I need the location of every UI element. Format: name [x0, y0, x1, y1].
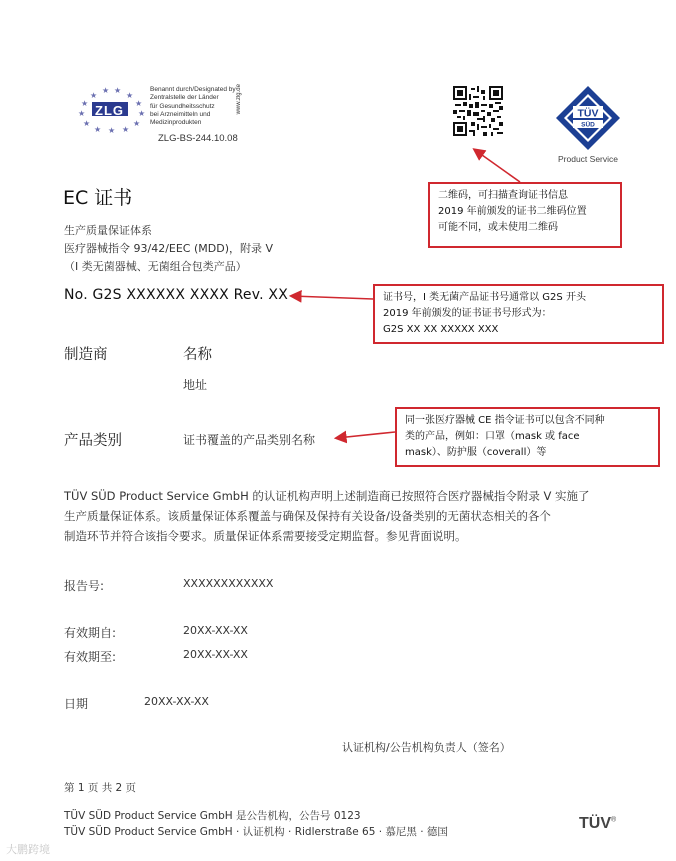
svg-text:★: ★ [102, 86, 110, 95]
qr-callout-line: 二维码，可扫描查询证书信息 [438, 190, 568, 201]
zlg-designation-line: Zentralstelle der Länder [150, 94, 219, 102]
valid-to-value: 20XX-XX-XX [183, 648, 248, 661]
date-value: 20XX-XX-XX [144, 695, 209, 708]
valid-from-value: 20XX-XX-XX [183, 624, 248, 637]
tuv-product-service: Product Service [558, 154, 618, 164]
certificate-number: No. G2S XXXXXX XXXX Rev. XX [64, 287, 288, 303]
product-callout [395, 407, 660, 467]
tuv-sud-logo [555, 85, 621, 151]
manufacturer-label: 制造商 [64, 347, 108, 363]
statement-line: 制造环节并符合该指令要求。质量保证体系需要接受定期监督。参见背面说明。 [64, 529, 467, 543]
zlg-url: www.zlg.de [236, 84, 242, 115]
footer-tuv-logo [579, 815, 616, 833]
zlg-logo-text: ZLG [95, 103, 124, 118]
tuv-logo-top: TÜV [577, 107, 599, 120]
svg-text:★: ★ [90, 91, 98, 100]
report-label: 报告号: [64, 579, 105, 593]
signature-line: 认证机构/公告机构负责人（签名） [342, 741, 511, 754]
footer-tuv-logo-text: TÜV [579, 815, 611, 832]
qr-arrow [475, 150, 520, 182]
svg-text:★: ★ [83, 119, 91, 128]
product-category-value: 证书覆盖的产品类别名称 [183, 433, 316, 447]
tuv-logo-bottom: SÜD [581, 121, 595, 129]
page-indicator: 第 1 页 共 2 页 [64, 782, 137, 794]
cert-number-callout [373, 284, 664, 344]
watermark: 大鹏跨境 [6, 843, 50, 856]
svg-text:★: ★ [138, 109, 146, 118]
cert-number-callout-line: G2S XX XX XXXXX XXX [383, 324, 499, 335]
valid-to-label: 有效期至: [64, 650, 117, 664]
qr-callout [428, 182, 622, 248]
date-label: 日期 [64, 697, 89, 711]
statement-line: TÜV SÜD Product Service GmbH 的认证机构声明上述制造商已按照符合医疗器械指令附录 V 实施了 [64, 489, 590, 503]
product-arrow [337, 432, 395, 438]
product-callout-line: 同一张医疗器械 CE 指令证书可以包含不同种 [405, 415, 605, 426]
svg-text:★: ★ [126, 91, 134, 100]
zlg-designation [150, 86, 236, 127]
report-value: XXXXXXXXXXXX [183, 577, 274, 590]
svg-text:★: ★ [114, 86, 122, 95]
zlg-designation-line: Benannt durch/Designated by [150, 86, 236, 93]
svg-text:★: ★ [122, 125, 130, 134]
qr-code[interactable] [453, 86, 503, 136]
statement [64, 486, 644, 546]
svg-text:★: ★ [135, 99, 143, 108]
zlg-designation-line: für Gesundheitsschutz [150, 102, 215, 110]
name-label: 名称 [183, 347, 212, 363]
product-category-label: 产品类别 [64, 433, 122, 449]
registered-mark: ® [611, 816, 617, 824]
qr-callout-line: 可能不同，或未使用二维码 [438, 222, 558, 233]
footer-line-1: TÜV SÜD Product Service GmbH 是公告机构，公告号 0123 [64, 810, 361, 822]
statement-line: 生产质量保证体系。该质量保证体系覆盖与确保及保持有关设备/设备类别的无菌状态相关的各个 [64, 509, 551, 523]
cert-number-callout-line: 证书号，I 类无菌产品证书号通常以 G2S 开头 [383, 292, 586, 303]
qr-callout-line: 2019 年前颁发的证书二维码位置 [438, 206, 587, 217]
quality-system: 生产质量保证体系 [64, 224, 152, 237]
zlg-designation-line: Medizinprodukten [150, 119, 202, 127]
svg-text:★: ★ [94, 125, 102, 134]
footer-line-2: TÜV SÜD Product Service GmbH · 认证机构 · Ridlerstraße 65 · 慕尼黑 · 德国 [64, 826, 448, 838]
address-label: 地址 [183, 378, 208, 392]
valid-from-label: 有效期自: [64, 626, 117, 640]
zlg-designation-line: bei Arzneimitteln und [150, 110, 211, 118]
zlg-code: ZLG-BS-244.10.08 [158, 133, 238, 144]
product-callout-line: 类的产品，例如：口罩（mask 或 face [405, 431, 580, 442]
svg-text:★: ★ [78, 109, 86, 118]
scope: （I 类无菌器械、无菌组合包类产品） [64, 260, 247, 273]
cert-number-arrow [292, 296, 373, 299]
certificate-title: EC 证书 [63, 187, 133, 209]
cert-number-callout-line: 2019 年前颁发的证书证书号形式为： [383, 308, 552, 319]
svg-text:★: ★ [133, 119, 141, 128]
directive: 医疗器械指令 93/42/EEC (MDD)，附录 V [64, 242, 274, 255]
svg-text:★: ★ [81, 99, 89, 108]
product-callout-line: mask）、防护服（coverall）等 [405, 447, 547, 458]
svg-text:★: ★ [108, 126, 116, 134]
